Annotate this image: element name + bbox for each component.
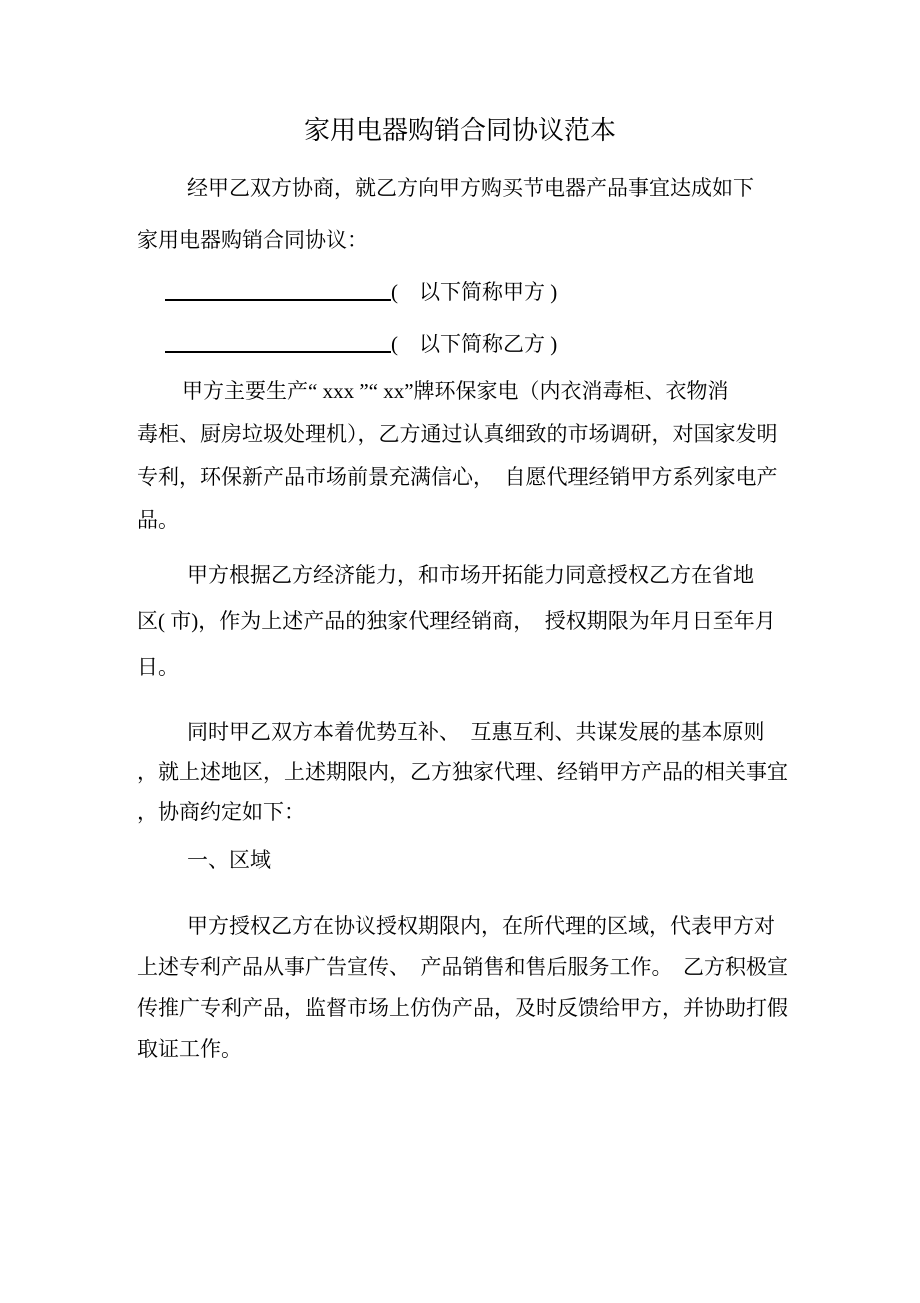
- text-line: 毒柜、厨房垃圾处理机），乙方通过认真细致的市场调研，对国家发明: [137, 422, 778, 446]
- text-line: 日。: [137, 655, 179, 679]
- section-heading: 一、区域: [187, 848, 271, 872]
- party-a-fill-underline: [165, 281, 391, 301]
- party-b-fill-underline: [165, 333, 391, 353]
- section-heading-region: [137, 840, 783, 880]
- text-line: 家用电器购销合同协议：: [137, 228, 368, 252]
- text-line: ，就上述地区，上述期限内，乙方独家代理、经销甲方产品的相关事宜: [137, 760, 788, 784]
- text-line: 同时甲乙双方本着优势互补、 互惠互利、共谋发展的基本原则: [187, 720, 765, 744]
- paragraph-region-scope: [137, 906, 788, 1070]
- text-line: ，协商约定如下：: [137, 800, 305, 824]
- text-line: 专利，环保新产品市场前景充满信心， 自愿代理经销甲方系列家电产: [137, 465, 778, 489]
- paragraph-principles: [137, 712, 788, 832]
- party-a-label: ( 以下简称甲方 ): [391, 280, 558, 304]
- paragraph-manufacturer: [137, 370, 783, 542]
- paragraph-authorization: [137, 552, 783, 690]
- text-line: 甲方主要生产“ xxx ”“ xx”牌环保家电（内衣消毒柜、衣物消: [182, 379, 729, 403]
- text-line: 甲方根据乙方经济能力，和市场开拓能力同意授权乙方在省地: [187, 563, 754, 587]
- text-line: 经甲乙双方协商，就乙方向甲方购买节电器产品事宜达成如下: [187, 176, 754, 200]
- party-blanks: [137, 266, 783, 370]
- party-b-label: ( 以下简称乙方 ): [391, 332, 558, 356]
- party-b-blank-line: [137, 318, 783, 370]
- text-line: 上述专利产品从事广告宣传、 产品销售和售后服务工作。 乙方积极宣: [137, 955, 788, 979]
- text-line: 品。: [137, 508, 179, 532]
- text-line: 甲方授权乙方在协议授权期限内，在所代理的区域，代表甲方对: [187, 914, 775, 938]
- party-a-blank-line: [137, 266, 783, 318]
- text-line: 区( 市)，作为上述产品的独家代理经销商， 授权期限为年月日至年月: [137, 609, 776, 633]
- text-line: 传推广专利产品，监督市场上仿伪产品，及时反馈给甲方，并协助打假: [137, 996, 788, 1020]
- document-title: 家用电器购销合同协议范本: [303, 116, 616, 145]
- paragraph-intro: [137, 162, 783, 266]
- text-line: 取证工作。: [137, 1037, 242, 1061]
